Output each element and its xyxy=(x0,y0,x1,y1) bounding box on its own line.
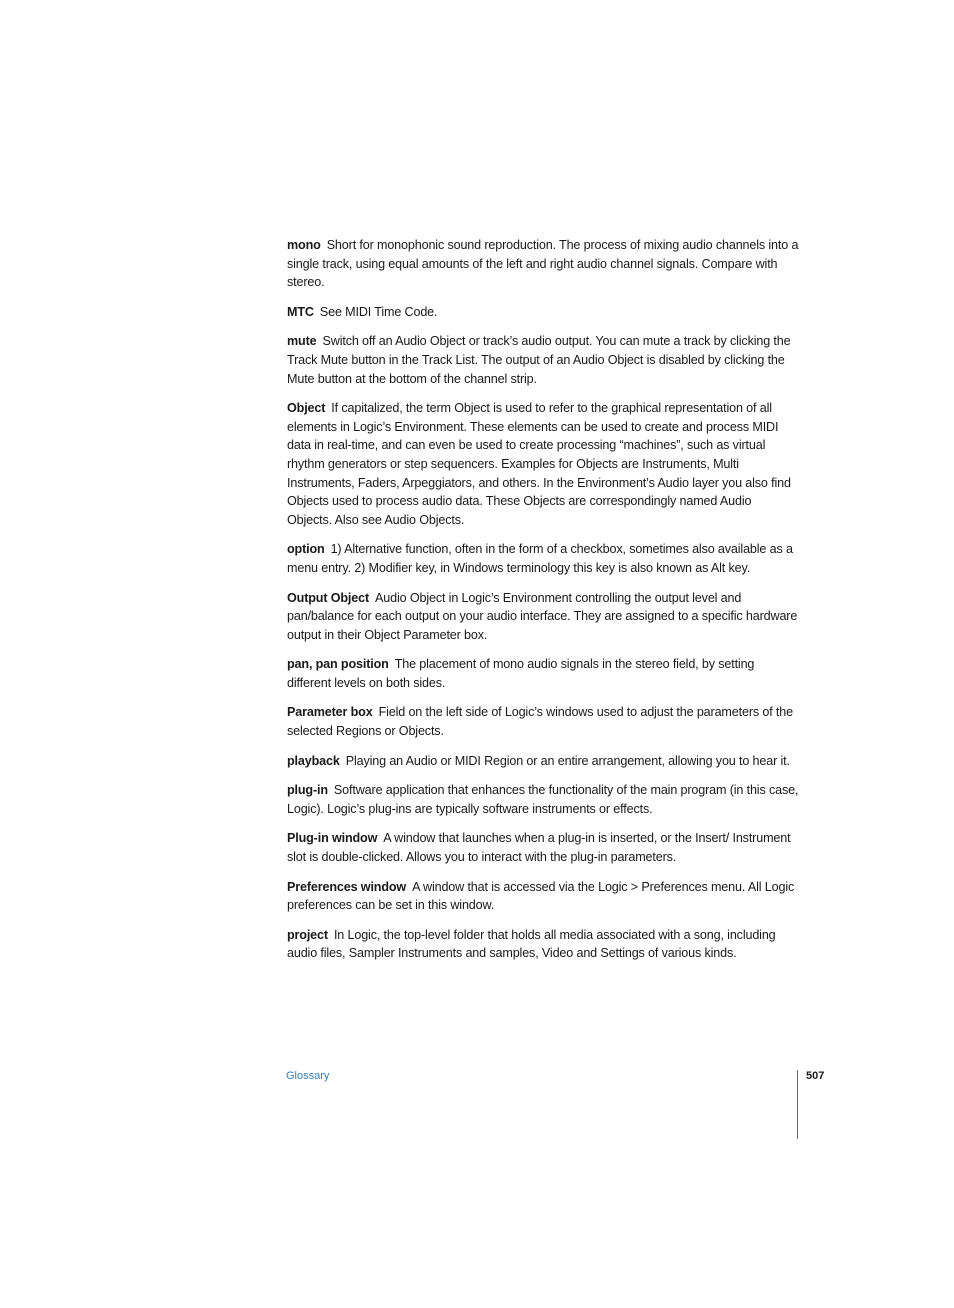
glossary-term: playback xyxy=(287,753,340,768)
footer-divider xyxy=(797,1070,798,1139)
glossary-definition: In Logic, the top-level folder that holds all media associated with a song, including audio files, Sampler Instruments and samples, Video and Settings of various kinds. xyxy=(287,927,776,961)
glossary-definition: Audio Object in Logic’s Environment controlling the output level and pan/balance for each output on your audio interface. They are assigned to a specific hardware output in their Object Parameter box. xyxy=(287,590,798,642)
glossary-entries xyxy=(287,236,799,974)
glossary-term: option xyxy=(287,542,325,557)
glossary-definition: 1) Alternative function, often in the form of a checkbox, sometimes also available as a menu entry. 2) Modifier key, in Windows terminology this key is also known as Alt key. xyxy=(287,542,793,575)
glossary-term: Parameter box xyxy=(287,705,373,720)
glossary-term: Preferences window xyxy=(287,879,407,894)
glossary-definition: Switch off an Audio Object or track’s audio output. You can mute a track by clicking the Track Mute button in the Track List. The output of an Audio Object is disabled by clicking the Mute button at the bottom of the channel strip. xyxy=(287,334,791,386)
glossary-term: MTC xyxy=(287,304,314,319)
glossary-entry xyxy=(287,926,799,963)
glossary-entry xyxy=(287,703,799,740)
glossary-definition: Field on the left side of Logic’s windows used to adjust the parameters of the selected Regions or Objects. xyxy=(287,705,793,739)
glossary-entry xyxy=(287,303,799,322)
glossary-term: pan, pan position xyxy=(287,657,389,672)
glossary-definition: Software application that enhances the functionality of the main program (in this case, Logic). Logic’s plug-ins are typically software instruments or effects. xyxy=(287,783,799,816)
glossary-definition: See MIDI Time Code. xyxy=(319,304,438,319)
glossary-term: mute xyxy=(287,334,317,349)
glossary-term: Plug-in window xyxy=(287,831,378,846)
glossary-definition: The placement of mono audio signals in the stereo field, by setting different levels on both sides. xyxy=(287,657,755,690)
glossary-entry xyxy=(287,781,799,818)
glossary-entry xyxy=(287,399,799,529)
glossary-definition: A window that launches when a plug-in is inserted, or the Insert/ Instrument slot is double-clicked. Allows you to interact with the plug-in parameters. xyxy=(287,831,791,865)
glossary-entry xyxy=(287,589,799,645)
glossary-entry xyxy=(287,236,799,292)
glossary-entry xyxy=(287,878,799,915)
glossary-term: mono xyxy=(287,238,321,252)
glossary-entry xyxy=(287,752,799,771)
glossary-term: project xyxy=(287,927,328,942)
glossary-term: Output Object xyxy=(287,590,370,605)
glossary-entry xyxy=(287,829,799,866)
glossary-term: Object xyxy=(287,401,326,416)
page-number: 507 xyxy=(806,1070,825,1082)
glossary-term: plug-in xyxy=(287,783,328,798)
glossary-definition: A window that is accessed via the Logic > Preferences menu. All Logic preferences can be set in this window. xyxy=(287,879,795,913)
glossary-definition: Short for monophonic sound reproduction. The process of mixing audio channels into a single track, using equal amounts of the left and right audio channel signals. Compare with stereo. xyxy=(287,238,799,290)
glossary-entry xyxy=(287,655,799,692)
glossary-entry xyxy=(287,332,799,388)
glossary-entry xyxy=(287,540,799,577)
footer-section-label: Glossary xyxy=(286,1070,330,1082)
glossary-definition: If capitalized, the term Object is used to refer to the graphical representation of all elements in Logic’s Environment. These elements can be used to create and process MIDI data in real-time, and can even be used to create processing “machines”, such as virtual rhythm generators or step sequencers. Examples for Objects are Instruments, Multi Instruments, Faders, Arpeggiators, and others. In the Environment’s Audio layer you also find Objects used to process audio data. These Objects are correspondingly named Audio Objects. Also see Audio Objects. xyxy=(287,401,791,527)
glossary-definition: Playing an Audio or MIDI Region or an entire arrangement, allowing you to hear it. xyxy=(345,753,790,768)
